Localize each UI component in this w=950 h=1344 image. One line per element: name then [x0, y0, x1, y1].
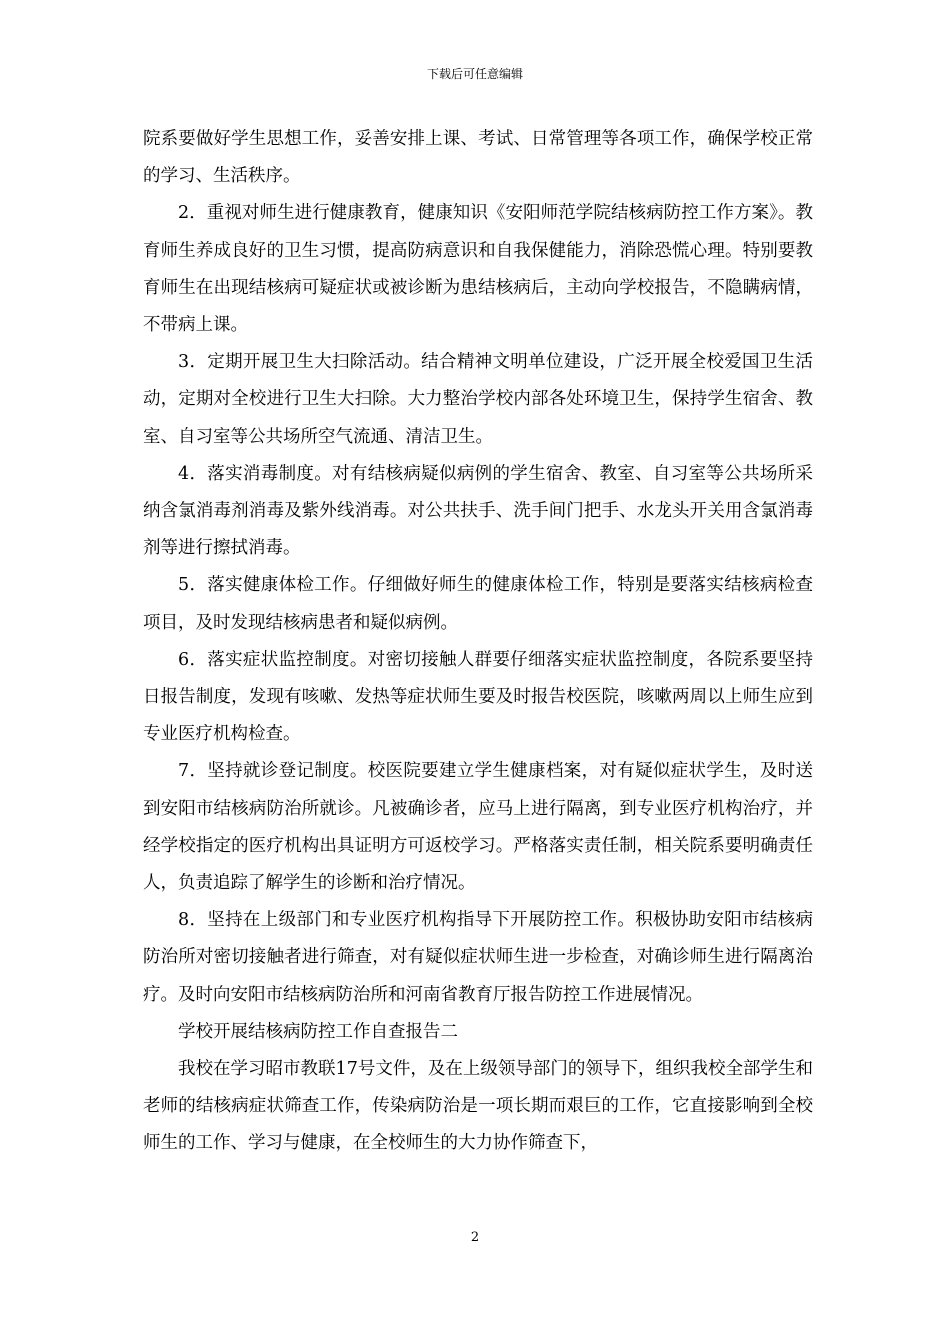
paragraph-7: 7．坚持就诊登记制度。校医院要建立学生健康档案，对有疑似症状学生，及时送到安阳市结核病防治所就诊。凡被确诊者，应马上进行隔离，到专业医疗机构治疗，并经学校指定的医疗机构出具证明方可返校学习。严格落实责任制，相关院系要明确责任人，负责追踪了解学生的诊断和治疗情况。: [143, 761, 813, 894]
paragraph-8: 8．坚持在上级部门和专业医疗机构指导下开展防控工作。积极协助安阳市结核病防治所对密切接触者进行筛查，对有疑似症状师生进一步检查，对确诊师生进行隔离治疗。及时向安阳市结核病防治所和河南省教育厅报告防控工作进展情况。: [143, 910, 813, 1005]
paragraph-3: 3．定期开展卫生大扫除活动。结合精神文明单位建设，广泛开展全校爱国卫生活动，定期对全校进行卫生大扫除。大力整治学校内部各处环境卫生，保持学生宿舍、教室、自习室等公共场所空气流通、清洁卫生。: [143, 352, 813, 447]
report-subtitle: 学校开展结核病防控工作自查报告二: [178, 1021, 458, 1042]
paragraph-6: 6．落实症状监控制度。对密切接触人群要仔细落实症状监控制度，各院系要坚持日报告制度，发现有咳嗽、发热等症状师生要及时报告校医院，咳嗽两周以上师生应到专业医疗机构检查。: [143, 649, 813, 745]
page-number: 2: [470, 1230, 480, 1245]
paragraph-2: 2．重视对师生进行健康教育，健康知识《安阳师范学院结核病防控工作方案》。教育师生养成良好的卫生习惯，提高防病意识和自我保健能力，消除恐慌心理。特别要教育师生在出现结核病可疑症状或被诊断为患结核病后，主动向学校报告，不隐瞒病情，不带病上课。: [143, 203, 813, 336]
header-note: 下载后可任意编辑: [426, 67, 523, 81]
document-body: [143, 121, 813, 1163]
paragraph-1: 院系要做好学生思想工作，妥善安排上课、考试、日常管理等各项工作，确保学校正常的学习、生活秩序。: [143, 129, 813, 187]
paragraph-4: 4．落实消毒制度。对有结核病疑似病例的学生宿舍、教室、自习室等公共场所采纳含氯消毒剂消毒及紫外线消毒。对公共扶手、洗手间门把手、水龙头开关用含氯消毒剂等进行擦拭消毒。: [143, 463, 813, 559]
paragraph-5: 5．落实健康体检工作。仔细做好师生的健康体检工作，特别是要落实结核病检查项目，及时发现结核病患者和疑似病例。: [143, 575, 813, 633]
paragraph-10: 我校在学习昭市教联17号文件，及在上级领导部门的领导下，组织我校全部学生和老师的结核病症状筛查工作，传染病防治是一项长期而艰巨的工作，它直接影响到全校师生的工作、学习与健康，在全校师生的大力协作筛查下，: [143, 1059, 813, 1154]
